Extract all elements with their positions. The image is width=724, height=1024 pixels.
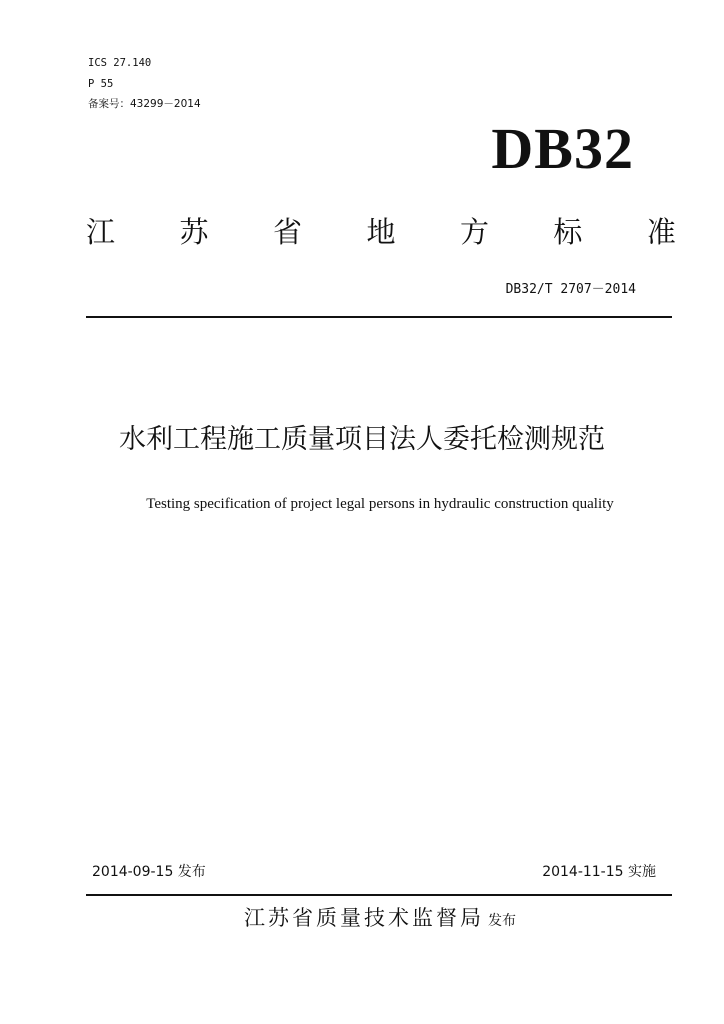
standard-type-char: 苏 bbox=[179, 215, 209, 249]
standard-type-char: 省 bbox=[272, 215, 302, 249]
classification-code: P 55 bbox=[88, 78, 114, 90]
publisher-name: 江苏省质量技术监督局 bbox=[244, 906, 484, 930]
bottom-divider bbox=[86, 894, 672, 896]
standard-type-char: 江 bbox=[86, 215, 116, 249]
ics-code: ICS 27.140 bbox=[88, 57, 152, 69]
record-number: 备案号：43299－2014 bbox=[88, 98, 201, 110]
document-title-chinese: 水利工程施工质量项目法人委托检测规范 bbox=[119, 424, 605, 455]
publisher-line bbox=[0, 902, 724, 932]
publish-label: 发布 bbox=[488, 913, 516, 929]
standard-type-char: 地 bbox=[366, 215, 396, 249]
issue-date: 2014-09-15 发布 bbox=[92, 864, 206, 880]
standard-code-logo: DB32 bbox=[491, 116, 634, 181]
implementation-date: 2014-11-15 实施 bbox=[542, 864, 656, 880]
standard-type-char: 准 bbox=[646, 215, 676, 249]
top-divider bbox=[86, 316, 672, 318]
standard-type-char: 标 bbox=[553, 215, 583, 249]
standard-type-heading bbox=[86, 212, 676, 252]
standard-type-char: 方 bbox=[459, 215, 489, 249]
standard-number: DB32/T 2707－2014 bbox=[505, 282, 636, 297]
document-title-english: Testing specification of project legal persons in hydraulic construction quality bbox=[146, 496, 614, 512]
